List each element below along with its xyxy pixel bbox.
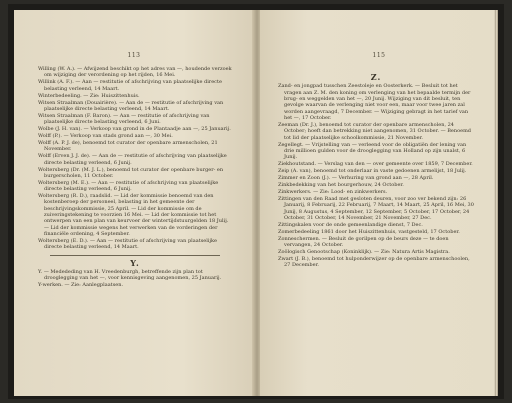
index-entry: Wolbe (J. H. van). — Verkoop van grond in de Plantaadje aan —, 25 Januarij. [38, 126, 231, 133]
index-entry: Zonneschermen. — Besluit de gorilpen op de beurs deze — te doen vervangen, 24 October. [278, 235, 449, 249]
book-spread [8, 4, 504, 399]
index-entry: Willing (W. A.). — Afwijzend beschikt op het adres van —, houdende verzoek om wijziging der verordening op het rijden, 16 Mei. [38, 66, 232, 79]
index-entry: Zwart (J. B.), benoemd tot hulponderwijzer op de openbare armenschoolen, 27 December. [278, 256, 470, 269]
index-entry: Y. — Medededing van H. Vreedenburgh, betreffende zijn plan tot drooglegging van het —, voor kennisgeving aangenomen, 25 Januarij. [38, 269, 222, 282]
index-entry: Zomerbedeeling 1861 door het Huiszittenhuis, vastgesteld, 17 October. [278, 228, 460, 235]
index-entry: Zittingskalen voor de onde gemeenlandige dienst, 7 Dec. [278, 221, 423, 228]
index-entry: Zegellegt. — Vrijstelling van — verleend voor de obligatiën der lening van drie millioen gulden voor de drooglegging van Holland op zijn unalst, 6 Junij. [278, 141, 467, 161]
right-page [260, 10, 498, 396]
index-entry: Zimmer en Zoon (J.). — Verhuring van grond aan —, 28 April. [278, 175, 434, 182]
section-letter: Z. [370, 72, 382, 82]
index-entry: Woltersberg (Dr. (M. J. L.), benoemd tot curator der openbare burger- en burgerscholen, 11 October. [38, 166, 224, 179]
page-number: 113 [127, 52, 141, 59]
index-entry: Zoölogisch Genootschap (Koninklijk). — Zie: Natura Artis Magistra. [278, 249, 450, 256]
index-entry: Zand- en jongpad tusschen Zeestoleje en Oosterkerk. — Besluit tot het vragen aan Z. M. den koning om verlenging van het bepaalde termijn der brug- en weggelden van het —, 20 Junij. Wijziging van dit besluit, ten gevolge waarvan de verlenging niet voor een, maar voor twee jaren zal worden aangevraagd, 7 December. — Wijziging gebragt in het tarief van het —, 17 October. [278, 83, 471, 122]
index-entry: Zinkwerkers. — Zie: Lood- en zinkwerkers. [278, 189, 388, 195]
index-entry: Ziekhoutstand. — Verslag van den — over gemeente over 1859, 7 December. [278, 161, 473, 168]
index-entry: Wolff (Erven J. J. de). — Aan de — restitutie of afschrijving van plaatselijke directe belasting verleend, 6 Junij. [38, 153, 227, 166]
index-entry: Woltersberg (M. E.). — Aan — restitutie of afschrijving van plaatselijke directe belasting verleend, 6 Junij. [38, 179, 219, 193]
page-number: 115 [372, 52, 386, 59]
index-entry: Zeeman (Dr. J.), benoemd tot curator der openbare armenscholen, 24 October; hoeft dan betrekking niet aangenomen, 31 October. — Benoemd tot lid der plaatselijke schoolkommissie, 21 November. [278, 122, 472, 141]
index-entry: Woltersberg (R. D.), raadslid. — Lid der kommissie benoemd van den kostenberoep der personeel, belasting in het gemeente der beschrijvingskommissie, 25 April. — Lid der kommissie om de zuiveringstekening te voorzien 16 Mei. — Lid der kommissie tot het ontwerpen van een plan van keurvoer der wintertijdstuurgelden 18 Julij. — Lid der kommissie wegens het verwerken van de vorderingen der financiële ordening, 4 September. [38, 193, 229, 238]
section-rule [50, 255, 220, 256]
left-page [14, 10, 254, 396]
index-entry: Zittingen van den Raad met gesloten deuren, voor zoo ver bekend zijn: 26 Januarij, 8 Februarij, 22 Februarij, 7 Maart, 14 Maart, 25 April, 16 Mei, 30 Junij, 8 Augustus, 4 September, 12 September, 5 October, 17 October, 24 October, 31 October, 14 November, 21 November, 27 Dec. [278, 195, 474, 221]
index-entry: Witsen Straalman (F. Baron). — Aan — restitutie of afschrijving van plaatselijke directe belasting verleend, 6 Juni. [38, 112, 210, 126]
index-entry: Zeip (A. van), benoemd tot onderlaar in vaste gedoenen armelijst, 18 Julij. [278, 168, 467, 175]
index-entry: Winterbedeeling. — Zie: Huiszittenhuis. [38, 92, 140, 99]
index-column [38, 66, 232, 289]
section-letter: Y. [130, 257, 140, 268]
index-entry: Zinkbedekking van het bourgerhouw, 24 October. [278, 182, 404, 189]
index-entry: Willink (A. F.). — Aan — restitutie of afschrijving van plaatselijke directe belasting verleend, 14 Maart. [38, 79, 222, 92]
index-column [278, 70, 474, 269]
index-entry: Wolff (P.). — Verkoop van stads grond aan —, 30 Mei. [38, 133, 173, 139]
index-entry: Y-werken. — Zie: Aanlegplaatsen. [38, 282, 124, 289]
page-edges [494, 10, 498, 396]
index-entry: Witsen Straalman (Douairière). — Aan de — restitutie of afschrijving van plaatselijke directe belasting verleend, 14 Maart. [38, 99, 224, 112]
index-entry: Wolff (A. P. J. de), benoemd tot curator der openbare armenscholen, 21 November. [38, 139, 218, 153]
index-entry: Woltersberg (E. D.). — Aan — restitutie of afschrijving van plaatselijke directe belasting verleend, 14 Maart. [38, 238, 217, 251]
